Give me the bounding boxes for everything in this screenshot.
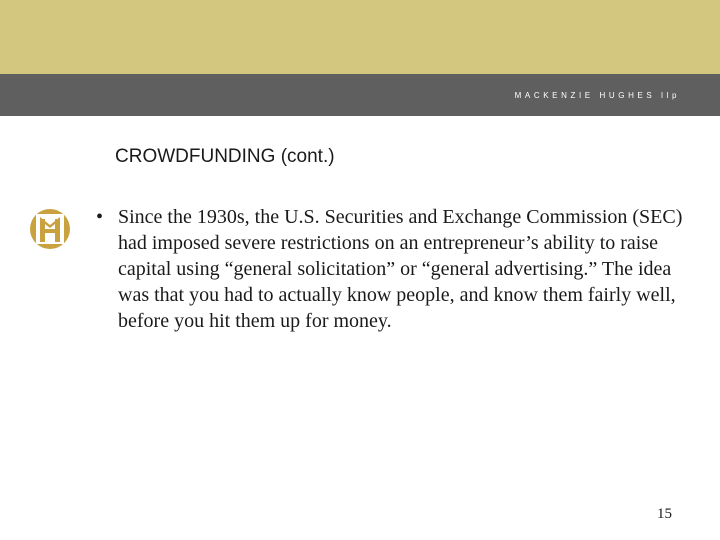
- firm-logo-icon: [27, 206, 73, 252]
- page-number: 15: [657, 506, 672, 522]
- bullet-list: [96, 204, 686, 334]
- firm-name: MACKENZIE HUGHES llp: [514, 91, 680, 100]
- header-band: [0, 0, 720, 74]
- slide-title: CROWDFUNDING (cont.): [115, 146, 335, 167]
- bullet-text: Since the 1930s, the U.S. Securities and Exchange Commission (SEC) had imposed severe restrictions on an entrepreneur’s ability to raise capital using “general solicitation” or “general advertising.” The idea was that you had to actually know people, and know them fairly well, before you hit them up for money.: [118, 206, 683, 332]
- bullet-marker: •: [96, 206, 104, 228]
